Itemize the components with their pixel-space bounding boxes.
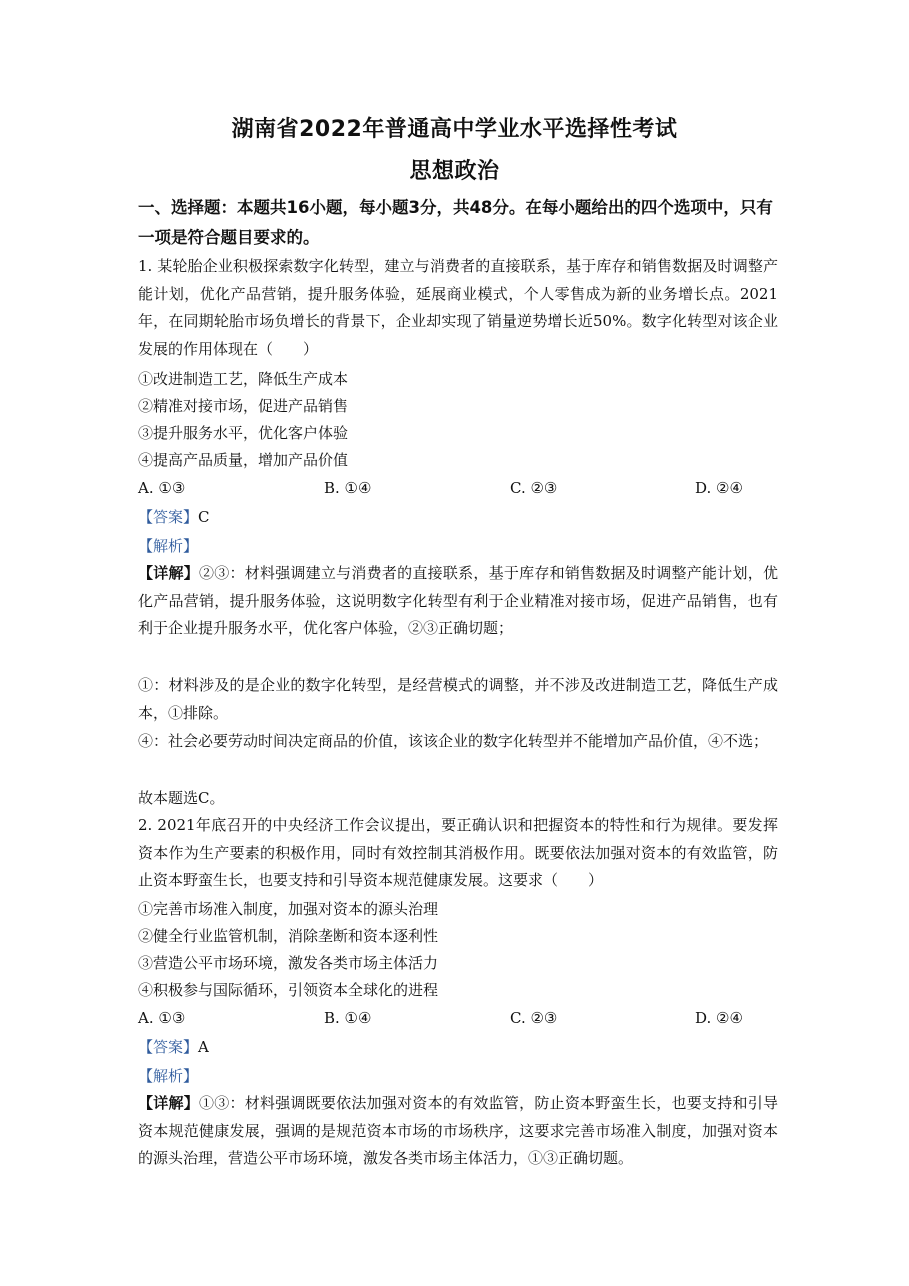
- analysis-label: 【解析】: [138, 537, 199, 555]
- option-a: A. ①③: [138, 479, 186, 497]
- option-b: B. ①④: [324, 479, 372, 497]
- question-1-conclusion: 故本题选C。: [138, 789, 225, 807]
- question-2-detail-p1: [138, 1090, 778, 1173]
- question-2-item: ③营造公平市场环境，激发各类市场主体活力: [138, 954, 439, 972]
- question-2-analysis-label: [138, 1064, 778, 1088]
- detail-label: 【详解】: [138, 564, 199, 582]
- option-d: D. ②④: [695, 479, 743, 497]
- question-2-item: ④积极参与国际循环，引领资本全球化的进程: [138, 981, 439, 999]
- option-d: D. ②④: [695, 1009, 743, 1027]
- question-1-item: ③提升服务水平，优化客户体验: [138, 424, 349, 442]
- question-2-item: ①完善市场准入制度，加强对资本的源头治理: [138, 900, 439, 918]
- question-1-options: [138, 476, 778, 500]
- detail-text: ①③：材料强调既要依法加强对资本的有效监管，防止资本野蛮生长，也要支持和引导资本规范健康发展，强调的是规范资本市场的市场秩序，这要求完善市场准入制度，加强对资本的源头治理，营造公平市场环境，激发各类市场主体活力，①③正确切题。: [138, 1094, 778, 1167]
- analysis-label: 【解析】: [138, 1067, 199, 1085]
- question-1-detail-p3: ④：社会必要劳动时间决定商品的价值，该该企业的数字化转型并不能增加产品价值，④不选；: [138, 732, 769, 750]
- question-2-options: [138, 1006, 778, 1030]
- answer-label: 【答案】: [138, 508, 199, 526]
- detail-label: 【详解】: [138, 1094, 199, 1112]
- option-c: C. ②③: [510, 479, 558, 497]
- detail-text: ②③：材料强调建立与消费者的直接联系，基于库存和销售数据及时调整产能计划，优化产品营销，提升服务体验，这说明数字化转型有利于企业精准对接市场，促进产品销售，也有利于企业提升服务水平，优化客户体验，②③正确切题；: [138, 564, 778, 637]
- question-1-detail-p1: [138, 560, 778, 643]
- page-subtitle: 思想政治: [409, 159, 500, 184]
- option-c: C. ②③: [510, 1009, 558, 1027]
- answer-value: A: [198, 1038, 209, 1056]
- option-b: B. ①④: [324, 1009, 372, 1027]
- answer-label: 【答案】: [138, 1038, 199, 1056]
- section-heading: 一、选择题：本题共16小题，每小题3分，共48分。在每小题给出的四个选项中，只有一项是符合题目要求的。: [138, 198, 773, 247]
- question-1-item: ②精准对接市场，促进产品销售: [138, 397, 349, 415]
- question-2-item: ②健全行业监管机制，消除垄断和资本逐利性: [138, 927, 439, 945]
- question-2-answer: [138, 1035, 778, 1059]
- option-a: A. ①③: [138, 1009, 186, 1027]
- question-2-stem: 2. 2021年底召开的中央经济工作会议提出，要正确认识和把握资本的特性和行为规律。要发挥资本作为生产要素的积极作用，同时有效控制其消极作用。既要依法加强对资本的有效监管，防止资本野蛮生长，也要支持和引导资本规范健康发展。这要求（ ）: [138, 816, 778, 889]
- question-1-detail-p2: ①：材料涉及的是企业的数字化转型，是经营模式的调整，并不涉及改进制造工艺，降低生产成本，①排除。: [138, 676, 778, 722]
- question-1-analysis-label: [138, 534, 778, 558]
- question-1-answer: [138, 505, 778, 529]
- answer-value: C: [198, 508, 210, 526]
- question-1-stem: 1. 某轮胎企业积极探索数字化转型，建立与消费者的直接联系，基于库存和销售数据及时调整产能计划，优化产品营销，提升服务体验，延展商业模式，个人零售成为新的业务增长点。2021年，在同期轮胎市场负增长的背景下，企业却实现了销量逆势增长近50%。数字化转型对该企业发展的作用体现在（ ）: [138, 257, 778, 358]
- page-title: 湖南省2022年普通高中学业水平选择性考试: [231, 117, 678, 142]
- question-1-item: ①改进制造工艺，降低生产成本: [138, 370, 349, 388]
- question-1-item: ④提高产品质量，增加产品价值: [138, 451, 349, 469]
